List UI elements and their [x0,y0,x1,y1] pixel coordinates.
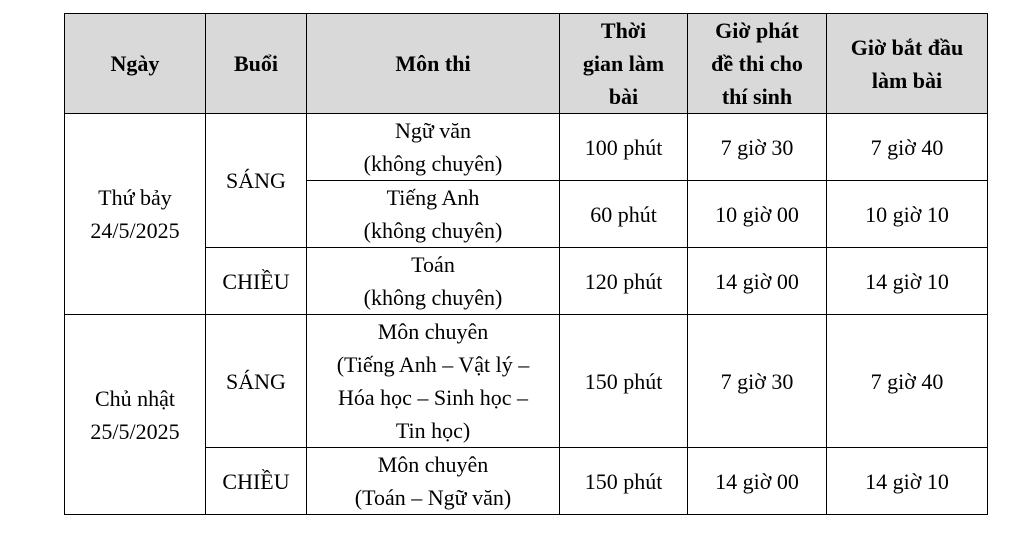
header-session [206,14,307,114]
header-handout-line: Giờ phát [715,18,799,43]
subject-line: (Tiếng Anh – Vật lý – [336,352,530,377]
header-session-label: Buổi [233,51,279,76]
header-duration-line: Thời [600,18,647,43]
handout-value: 10 giờ 00 [715,201,799,227]
handout-value: 7 giờ 30 [720,368,794,394]
session-label: CHIỀU [222,268,290,294]
handout-cell [688,448,827,515]
day-name: Thứ bảy [98,185,172,210]
exam-schedule-table [64,13,988,515]
header-handout-line: đề thi cho [711,51,803,76]
subject-cell [307,315,560,448]
handout-cell [688,315,827,448]
handout-value: 14 giờ 00 [715,268,799,294]
duration-cell [560,181,688,248]
start-value: 7 giờ 40 [870,368,944,394]
subject-line: (Toán – Ngữ văn) [354,485,512,510]
start-cell [827,114,988,181]
day-date: 25/5/2025 [90,418,180,444]
duration-cell [560,448,688,515]
subject-line: Tiếng Anh [386,185,480,210]
duration-value: 120 phút [584,268,663,294]
session-label: SÁNG [226,168,286,193]
subject-line: (không chuyên) [363,151,503,176]
start-value: 7 giờ 40 [870,134,944,160]
session-label: SÁNG [226,368,286,394]
start-value: 14 giờ 10 [865,268,949,294]
header-duration-line: gian làm [582,51,665,76]
header-date [65,14,206,114]
subject-cell [307,114,560,181]
header-subject [307,14,560,114]
subject-line: (không chuyên) [363,285,503,310]
duration-value: 60 phút [590,201,657,227]
header-start-time [827,14,988,114]
duration-value: 150 phút [584,468,663,494]
header-exam-handout [688,14,827,114]
start-value: 14 giờ 10 [865,468,949,494]
session-cell [206,315,307,448]
duration-value: 100 phút [584,134,663,160]
day-date-cell [65,315,206,515]
header-date-label: Ngày [110,51,160,76]
subject-cell [307,448,560,515]
subject-line: Toán [411,252,455,277]
subject-cell [307,181,560,248]
duration-cell [560,114,688,181]
header-start-line: Giờ bắt đầu [850,34,964,60]
table-row [65,114,988,181]
duration-cell [560,248,688,315]
subject-line: (không chuyên) [363,218,503,243]
subject-line: Tin học) [395,418,471,443]
handout-value: 7 giờ 30 [720,134,794,160]
header-duration-line: bài [608,84,639,109]
header-row [65,14,988,114]
start-cell [827,248,988,315]
subject-line: Môn chuyên [377,319,489,344]
day-date: 24/5/2025 [90,218,180,243]
day-name: Chủ nhật [94,385,176,411]
table-row [65,315,988,448]
duration-value: 150 phút [584,368,663,394]
start-cell [827,315,988,448]
start-cell [827,448,988,515]
day-date-cell [65,114,206,315]
subject-line: Hóa học – Sinh học – [337,385,529,410]
header-subject-label: Môn thi [395,51,471,76]
subject-line: Ngữ văn [394,118,472,143]
session-label: CHIỀU [222,468,290,494]
session-cell [206,114,307,248]
start-value: 10 giờ 10 [865,201,949,227]
duration-cell [560,315,688,448]
session-cell [206,448,307,515]
header-handout-line: thí sinh [721,84,793,109]
subject-line: Môn chuyên [377,452,489,477]
handout-value: 14 giờ 00 [715,468,799,494]
handout-cell [688,181,827,248]
header-duration [560,14,688,114]
handout-cell [688,114,827,181]
session-cell [206,248,307,315]
start-cell [827,181,988,248]
header-start-line: làm bài [871,67,943,93]
handout-cell [688,248,827,315]
subject-cell [307,248,560,315]
